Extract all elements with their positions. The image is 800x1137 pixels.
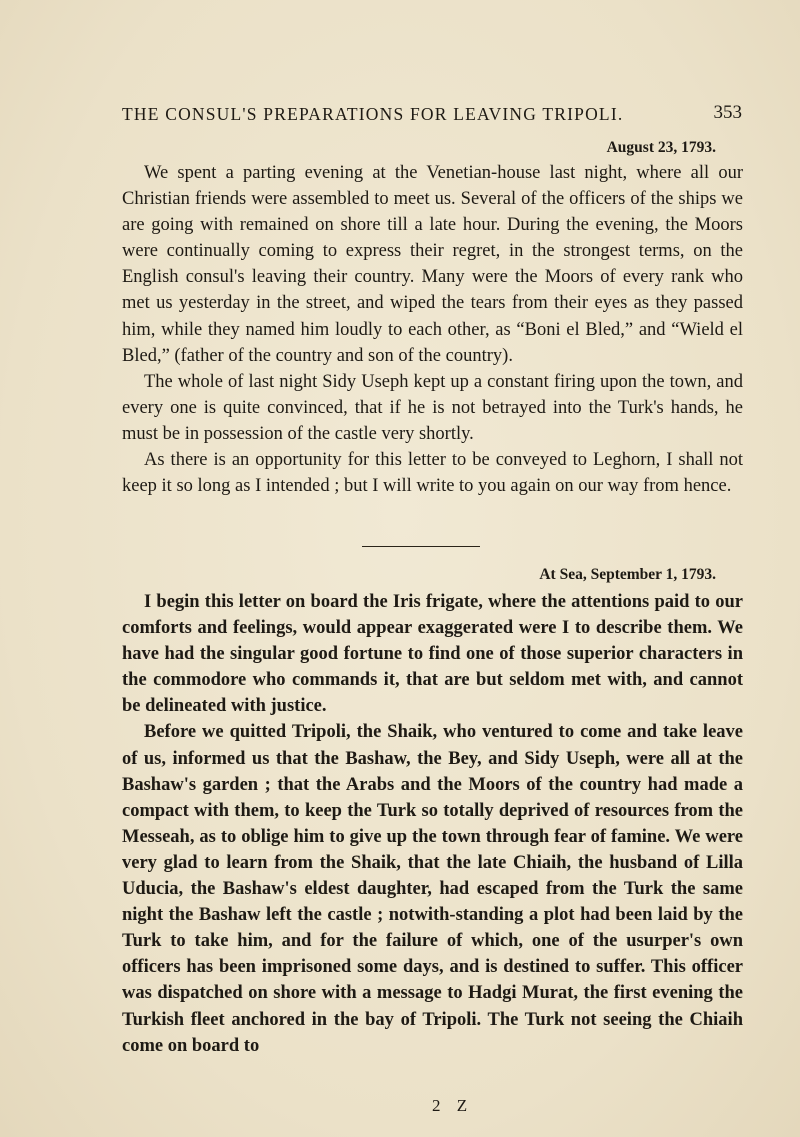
paragraph: The whole of last night Sidy Useph kept up a constant firing upon the town, and every one is quite convinced, that if he is not betrayed into the Turk's hands, he must be in possession of the castle very shortly. [122,371,743,444]
dateline: At Sea, September 1, 1793. [539,566,716,583]
paragraph: As there is an opportunity for this letter to be conveyed to Leghorn, I shall not keep it so long as I intended ; but I will write to you again on our way from hence. [122,450,743,497]
page-header [122,104,742,134]
dateline: August 23, 1793. [606,139,716,156]
section-divider [362,546,480,547]
paragraph: I begin this letter on board the Iris frigate, where the attentions paid to our comforts and feelings, would appear exaggerated were I to describe them. We have had the singular good fortune to find one of those superior characters in the commodore who commands it, that are but seldom met with, and cannot be delineated with justice. [122,592,743,717]
letter-entry [122,589,743,1059]
page-number: 353 [713,102,742,123]
paragraph: Before we quitted Tripoli, the Shaik, who ventured to come and take leave of us, informed us that the Bashaw, the Bey, and Sidy Useph, were all at the Bashaw's garden ; that the Arabs and the Moors of the country had made a compact with them, to keep the Turk so totally deprived of resources from the Messeah, as to oblige him to give up the town through fear of famine. We were very glad to learn from the Shaik, that the late Chiaih, the husband of Lilla Uducia, the Bashaw's eldest daughter, had escaped from the Turk the same night the Bashaw left the castle ; notwith-standing a plot had been laid by the Turk to take him, and for the failure of which, one of the usurper's own officers has been imprisoned some days, and is destined to suffer. This officer was dispatched on shore with a message to Hadgi Murat, the first evening the Turkish fleet anchored in the bay of Tripoli. The Turk not seeing the Chiaih come on board to [122,722,743,1056]
paragraph: We spent a parting evening at the Venetian-house last night, where all our Christian friends were assembled to meet us. Several of the officers of the ships we are going with remained on shore till a late hour. During the evening, the Moors were continually coming to express their regret, in the strongest terms, on the English consul's leaving their country. Many were the Moors of every rank who met us yesterday in the street, and wiped the tears from their eyes as they passed him, while they named him loudly to each other, as “Boni el Bled,” and “Wield el Bled,” (father of the country and son of the country). [122,163,743,366]
letter-entry [122,160,743,499]
signature-mark: 2 Z [432,1096,474,1115]
running-head: THE CONSUL'S PREPARATIONS FOR LEAVING TRIPOLI. [122,104,624,124]
